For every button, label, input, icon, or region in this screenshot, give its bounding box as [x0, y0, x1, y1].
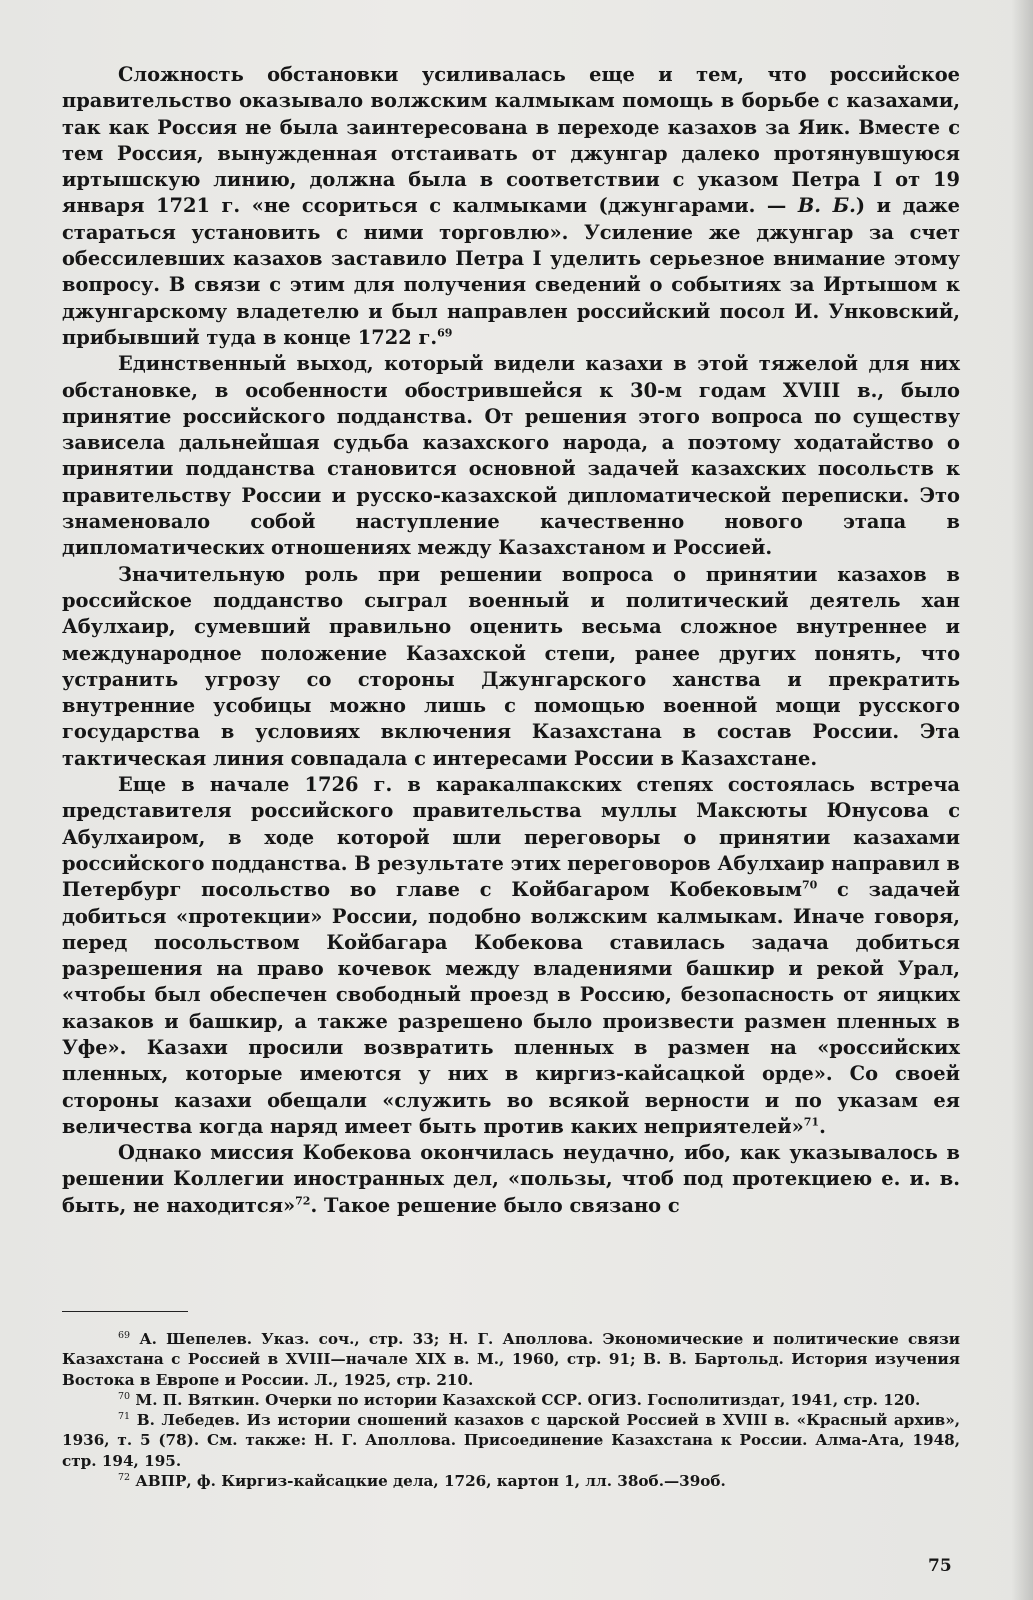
footnote-71: [62, 1410, 960, 1471]
footnote-69: [62, 1329, 960, 1390]
paragraph-1-italic-initials: В. Б.: [797, 194, 856, 218]
paragraph-1-part-a: Сложность обстановки усиливалась еще и тем, что российское правительство оказывало волжским калмыкам помощь в борьбе с казахами, так как Россия не была заинтересована в переходе казахов за Яик. Вместе с тем Россия, вынужденная отстаивать от джунгар далеко протянувшуюся иртышскую линию, должна была в соответствии с указом Петра I от 19 января 1721 г. «не ссориться с калмыками (джунгарами. —: [62, 63, 960, 218]
page-number: 75: [928, 1556, 952, 1576]
paragraph-5: [62, 1140, 960, 1219]
footnote-number: 69: [118, 1329, 131, 1341]
paragraph-4-part-a: Еще в начале 1726 г. в каракалпакских степях состоялась встреча представителя российского правительства муллы Максюты Юнусова с Абулхаиром, в ходе которой шли переговоры о принятии казахами российского подданства. В результате этих переговоров Абулхаир направил в Петербург посольство во главе с Койбагаром Кобековым: [62, 773, 960, 902]
footnote-ref-72: 72: [295, 1194, 311, 1208]
footnote-ref-70: 70: [801, 878, 818, 892]
footnote-text: В. Лебедев. Из истории сношений казахов с царской Россией в XVIII в. «Красный архив», 1936, т. 5 (78). См. также: Н. Г. Аполлова. Присоединение Казахстана к России. Алма-Ата, 1948, стр. 194, 195.: [62, 1411, 960, 1470]
footnote-text: АВПР, ф. Киргиз-кайсацкие дела, 1726, картон 1, лл. 38об.—39об.: [135, 1472, 726, 1491]
paragraph-1-part-c: ) и даже стараться установить с ними торговлю». Усиление же джунгар за счет обессилевших казахов заставило Петра I уделить серьезное внимание этому вопросу. В связи с этим для получения сведений о событиях за Иртышом к джунгарскому владетелю и был направлен российский посол И. Унковский, прибывший туда в конце 1722 г.: [62, 194, 960, 349]
paragraph-4-part-b: с задачей добиться «протекции» России, подобно волжским калмыкам. Иначе говоря, перед посольством Койбагара Кобекова ставилась задача добиться разрешения на право кочевок между владениями башкир и рекой Урал, «чтобы был обеспечен свободный проезд в Россию, безопасность от яицких казаков и башкир, а также разрешено было произвести размен пленных в Уфе». Казахи просили возвратить пленных в размен на «российских пленных, которые имеются у них в киргиз-кайсацкой орде». Со своей стороны казахи обещали «служить во всякой верности и по указам ея величества когда наряд имеет быть против каких неприятелей»: [62, 878, 960, 1138]
footnote-ref-71: 71: [803, 1115, 820, 1129]
footnote-number: 70: [118, 1390, 131, 1402]
paragraph-5-part-a: Однако миссия Кобекова окончилась неудачно, ибо, как указывалось в решении Коллегии иностранных дел, «пользы, чтоб под протекциею е. и. в. быть, не находится»: [62, 1141, 960, 1217]
paragraph-4-part-c: .: [819, 1114, 826, 1138]
footnote-ref-69: 69: [437, 326, 453, 340]
footnote-text: А. Шепелев. Указ. соч., стр. 33; Н. Г. Аполлова. Экономические и политические связи Казахстана с Россией в XVIII—начале XIX в. М., 1960, стр. 91; В. В. Бартольд. История изучения Востока в Европе и России. Л., 1925, стр. 210.: [62, 1330, 960, 1389]
footnote-text: М. П. Вяткин. Очерки по истории Казахской ССР. ОГИЗ. Госполитиздат, 1941, стр. 120.: [135, 1390, 921, 1409]
paragraph-1: [62, 62, 960, 351]
footnote-72: [62, 1471, 960, 1491]
main-text: [62, 62, 960, 1219]
footnote-number: 71: [118, 1411, 131, 1423]
paragraph-2: Единственный выход, который видели казахи в этой тяжелой для них обстановке, в особенности обострившейся к 30-м годам XVIII в., было принятие российского подданства. От решения этого вопроса по существу зависела дальнейшая судьба казахского народа, а поэтому ходатайство о принятии подданства становится основной задачей казахских посольств к правительству России и русско-казахской дипломатической переписки. Это знаменовало собой наступление качественно нового этапа в дипломатических отношениях между Казахстаном и Россией.: [62, 352, 960, 560]
footnote-number: 72: [118, 1472, 131, 1484]
footnote-separator: [62, 1311, 188, 1312]
paragraph-5-part-b: . Такое решение было связано с: [310, 1193, 680, 1217]
paragraph-3: Значительную роль при решении вопроса о принятии казахов в российское подданство сыграл военный и политический деятель хан Абулхаир, сумевший правильно оценить весьма сложное внутреннее и международное положение Казахской степи, ранее других понять, что устранить угрозу со стороны Джунгарского ханства и прекратить внутренние усобицы можно лишь с помощью военной мощи русского государства в условиях включения Казахстана в состав России. Эта тактическая линия совпадала с интересами России в Казахстане.: [62, 562, 960, 770]
page-edge-shadow: [1011, 0, 1033, 1600]
paragraph-4: [62, 772, 960, 1140]
footnotes: [62, 1329, 960, 1491]
footnote-70: [62, 1390, 960, 1410]
